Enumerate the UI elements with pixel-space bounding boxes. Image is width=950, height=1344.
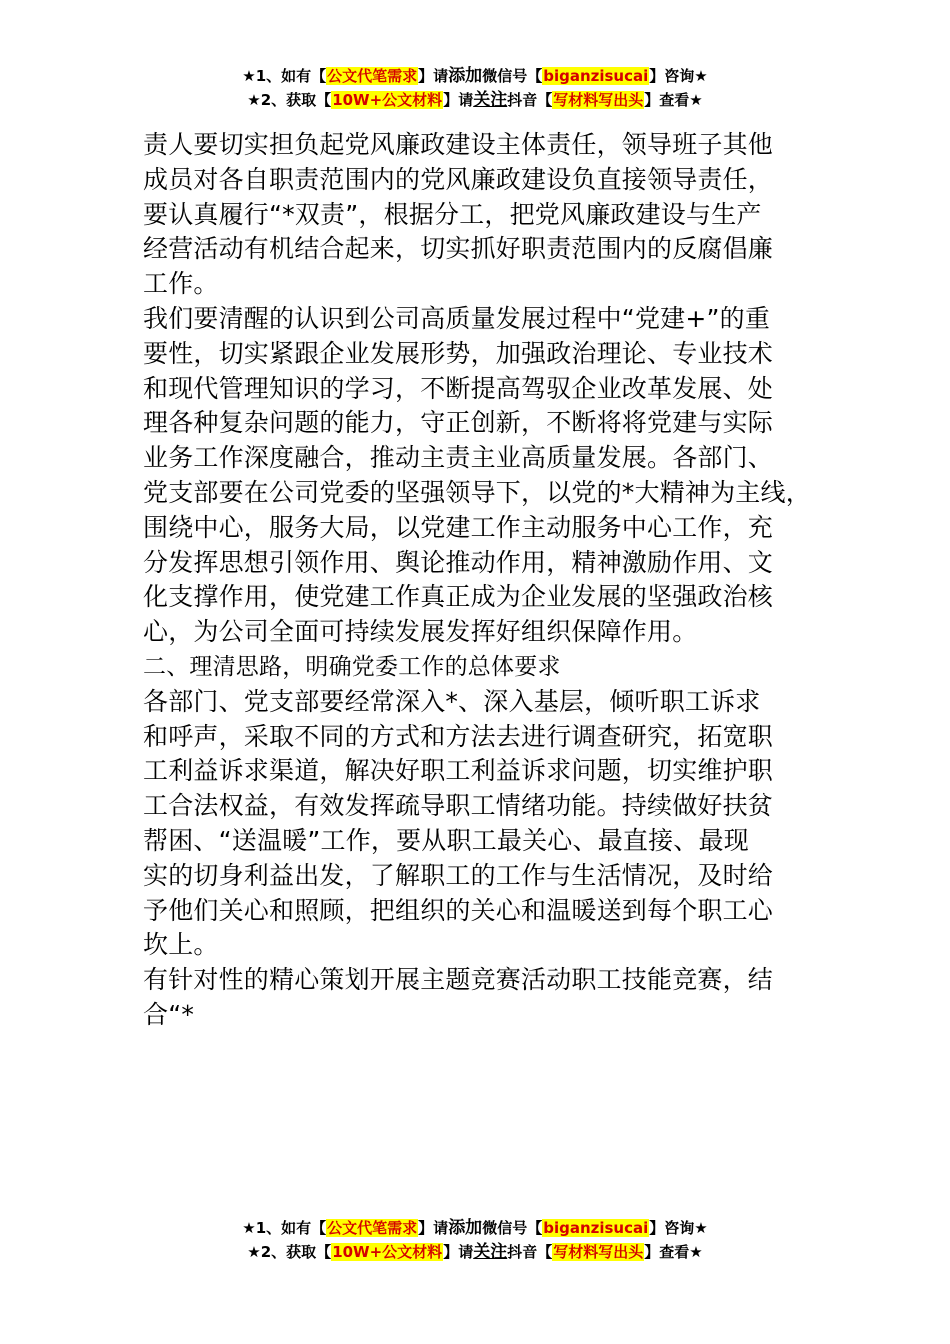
banner-highlight: 写材料写出头	[553, 1243, 644, 1261]
body-line: 和呼声，采取不同的方式和方法去进行调查研究，拓宽职	[143, 721, 774, 751]
body-line: 我们要清醒的认识到公司高质量发展过程中“党建+”的重	[143, 303, 771, 333]
body-line: 理各种复杂问题的能力，守正创新，不断将将党建与实际	[143, 408, 774, 438]
body-line: 工作。	[143, 269, 219, 299]
body-line: 予他们关心和照顾，把组织的关心和温暖送到每个职工心	[143, 895, 774, 925]
body-line: 围绕中心，服务大局，以党建工作主动服务中心工作，充	[143, 512, 774, 542]
banner-highlight: 写材料写出头	[553, 91, 644, 109]
banner-emphasis: 关注	[473, 1242, 508, 1262]
banner-emphasis: 添加	[448, 1218, 483, 1238]
body-line: 分发挥思想引领作用、舆论推动作用，精神激励作用、文	[143, 547, 774, 577]
body-line: 责人要切实担负起党风廉政建设主体责任，领导班子其他	[143, 130, 774, 159]
banner-text: ★1、如有【	[242, 1219, 327, 1237]
banner-line-1	[0, 1216, 950, 1240]
body-line: 和现代管理知识的学习，不断提高驾驭企业改革发展、处	[143, 373, 774, 403]
body-line: 要认真履行“*双责”，根据分工，把党风廉政建设与生产	[143, 199, 762, 229]
banner-text: 】查看★	[644, 91, 703, 109]
body-line: 实的切身利益出发，了解职工的工作与生活情况，及时给	[143, 860, 774, 890]
section-heading: 二、理清思路，明确党委工作的总体要求	[143, 653, 561, 680]
banner-text: ★1、如有【	[242, 67, 327, 85]
banner-highlight: 公文代笔需求	[327, 67, 418, 85]
banner-emphasis: 添加	[448, 66, 483, 86]
banner-highlight: biganzisucai	[543, 67, 649, 85]
banner-text: 】请	[418, 67, 449, 85]
banner-highlight: 10W+公文材料	[332, 91, 443, 109]
body-line: 经营活动有机结合起来，切实抓好职责范围内的反腐倡廉	[143, 234, 774, 264]
body-line: 坎上。	[143, 930, 219, 960]
banner-line-2	[0, 88, 950, 112]
body-line: 工合法权益，有效发挥疏导职工情绪功能。持续做好扶贫	[143, 791, 774, 821]
banner-text: 】请	[443, 91, 474, 109]
banner-text: 】咨询★	[649, 67, 708, 85]
body-line: 帮困、“送温暖”工作，要从职工最关心、最直接、最现	[143, 825, 749, 855]
body-line: 要性，切实紧跟企业发展形势，加强政治理论、专业技术	[143, 338, 774, 368]
body-line: 工利益诉求渠道，解决好职工利益诉求问题，切实维护职	[143, 756, 774, 786]
body-line: 合“*	[143, 999, 195, 1029]
banner-text: 抖音【	[507, 91, 553, 109]
banner-highlight: 公文代笔需求	[327, 1219, 418, 1237]
banner-line-1	[0, 64, 950, 88]
body-line: 业务工作深度融合，推动主责主业高质量发展。各部门、	[143, 443, 774, 473]
banner-line-2	[0, 1240, 950, 1264]
body-line: 各部门、党支部要经常深入*、深入基层，倾听职工诉求	[143, 686, 761, 716]
banner-text: 】请	[418, 1219, 449, 1237]
banner-text: 】咨询★	[649, 1219, 708, 1237]
banner-emphasis: 关注	[473, 90, 508, 110]
body-line: 成员对各自职责范围内的党风廉政建设负直接领导责任，	[143, 164, 774, 194]
banner-text: 微信号【	[482, 1219, 543, 1237]
body-line: 化支撑作用，使党建工作真正成为企业发展的坚强政治核	[143, 582, 774, 612]
body-line: 党支部要在公司党委的坚强领导下，以党的*大精神为主线，	[143, 477, 811, 507]
footer-banner	[0, 1216, 950, 1264]
banner-text: 微信号【	[482, 67, 543, 85]
banner-text: 】请	[443, 1243, 474, 1261]
banner-text: 】查看★	[644, 1243, 703, 1261]
body-line: 有针对性的精心策划开展主题竞赛活动职工技能竞赛，结	[143, 965, 774, 995]
banner-text: 抖音【	[507, 1243, 553, 1261]
document-body	[143, 128, 833, 1033]
banner-highlight: biganzisucai	[543, 1219, 649, 1237]
banner-highlight: 10W+公文材料	[332, 1243, 443, 1261]
banner-text: ★2、获取【	[247, 1243, 332, 1261]
body-line: 心，为公司全面可持续发展发挥好组织保障作用。	[143, 617, 698, 647]
banner-text: ★2、获取【	[247, 91, 332, 109]
header-banner	[0, 64, 950, 112]
